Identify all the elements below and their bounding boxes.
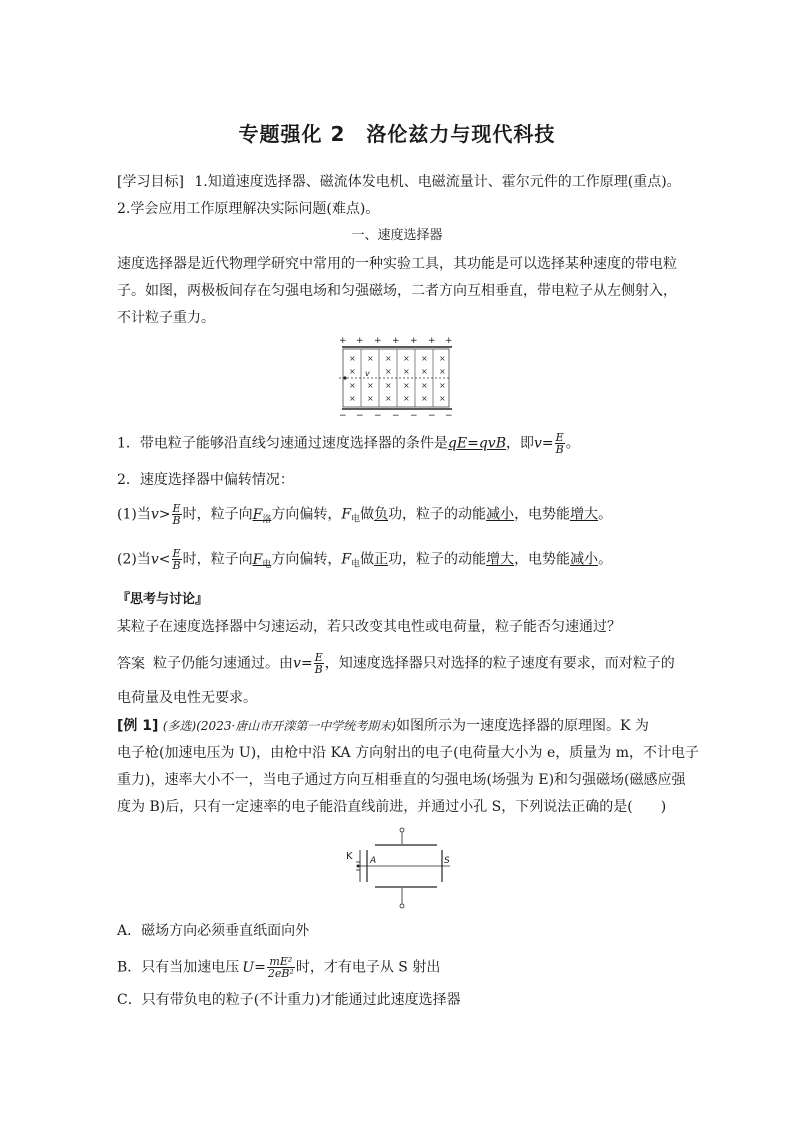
objectives-label: [学习目标]: [117, 174, 184, 190]
deflect-direction: $F_洛$: [252, 506, 272, 525]
example-source: (多选)(2023·唐山市开滦第一中学统考期末): [162, 719, 396, 733]
svg-text:−: −: [356, 411, 364, 418]
magnetic-field-crosses: [349, 354, 446, 403]
velocity-selector-figure: [337, 336, 457, 418]
intro-line-2: 子。如图，两极板间存在匀强电场和匀强磁场，二者方向互相垂直，带电粒子从左侧射入，: [117, 283, 677, 299]
velocity-label: v: [365, 369, 370, 378]
svg-text:×: ×: [403, 381, 410, 390]
fraction-e-over-b: $\frac{E}{B}$: [555, 431, 564, 456]
svg-text:×: ×: [421, 394, 428, 403]
intro-line-3: 不计粒子重力。: [117, 310, 215, 326]
svg-text:×: ×: [439, 367, 446, 376]
svg-text:×: ×: [403, 354, 410, 363]
condition-formula: qE=qvB: [447, 435, 506, 452]
svg-text:×: ×: [439, 394, 446, 403]
discussion-heading: 『思考与讨论』: [117, 592, 209, 607]
point-2: 2．速度选择器中偏转情况：: [117, 472, 294, 488]
svg-text:−: −: [374, 411, 382, 418]
svg-text:×: ×: [421, 367, 428, 376]
gun-dot: [357, 865, 360, 868]
point-1: 1．带电粒子能够沿直线匀速通过速度选择器的条件是qE=qvB，即v= $\frac{E}{B}$ 。: [117, 431, 580, 456]
svg-text:−: −: [410, 411, 418, 418]
electron-gun-figure: [342, 826, 454, 912]
svg-text:×: ×: [349, 394, 356, 403]
top-plate-charges: [339, 336, 453, 346]
svg-text:−: −: [445, 411, 453, 418]
svg-text:×: ×: [367, 394, 374, 403]
particle-dot: [343, 376, 346, 379]
option-a: A．磁场方向必须垂直纸面向外: [117, 923, 310, 939]
bottom-terminal: [400, 904, 404, 908]
example-1-line-1: [例 1] (多选)(2023·唐山市开滦第一中学统考期末)如图所示为一速度选择器的原理图。K 为: [117, 718, 649, 734]
svg-text:×: ×: [385, 381, 392, 390]
svg-text:×: ×: [349, 381, 356, 390]
svg-text:×: ×: [367, 354, 374, 363]
option-c: C．只有带负电的粒子(不计重力)才能通过此速度选择器: [117, 992, 461, 1008]
deflect-direction: $F_电$: [252, 551, 272, 570]
svg-text:−: −: [428, 411, 436, 418]
fraction-voltage: $\frac{\text{mE²}}{\text{2eB²}}$: [267, 955, 294, 980]
objectives-line-2: 2.学会应用工作原理解决实际问题(难点)。: [117, 201, 380, 217]
svg-text:×: ×: [385, 394, 392, 403]
fraction-e-over-b: $\frac{E}{B}$: [314, 651, 323, 676]
plus-sign: +: [374, 336, 382, 346]
plus-sign: +: [339, 336, 347, 346]
label-s: S: [444, 856, 450, 866]
option-b: B．只有当加速电压 U= $\frac{\text{mE²}}{\text{2eB²}}$ 时，才有电子从 S 射出: [117, 955, 441, 980]
fraction-e-over-b: $\frac{E}{B}$: [172, 547, 181, 572]
svg-text:×: ×: [439, 381, 446, 390]
page-title: 专题强化 2 洛伦兹力与现代科技: [238, 122, 556, 146]
example-1-line-3: 重力)，速率大小不一，当电子通过方向互相垂直的匀强电场(场强为 E)和匀强磁场(磁感应强: [117, 772, 686, 788]
example-1-line-4: 度为 B)后，只有一定速率的电子能沿直线前进，并通过小孔 S，下列说法正确的是( ): [117, 799, 667, 815]
svg-text:×: ×: [439, 354, 446, 363]
objectives-line-1: [117, 172, 681, 192]
svg-text:×: ×: [385, 354, 392, 363]
section-heading: 一、速度选择器: [351, 228, 443, 243]
svg-text:×: ×: [349, 367, 356, 376]
svg-text:×: ×: [421, 381, 428, 390]
svg-text:−: −: [339, 411, 347, 418]
case-1: (1)当v> $\frac{E}{B}$ 时，粒子向$F_洛$方向偏转，$F_电$做负功，粒子的动能减小，电势能增大。: [117, 502, 613, 527]
plus-sign: +: [428, 336, 436, 346]
objectives-text-1: 1.知道速度选择器、磁流体发电机、电磁流量计、霍尔元件的工作原理(重点)。: [194, 174, 681, 190]
svg-text:×: ×: [403, 394, 410, 403]
plus-sign: +: [356, 336, 364, 346]
svg-text:×: ×: [403, 367, 410, 376]
plus-sign: +: [445, 336, 453, 346]
plus-sign: +: [392, 336, 400, 346]
label-k: K: [346, 851, 353, 862]
svg-text:×: ×: [385, 367, 392, 376]
label-a: A: [370, 856, 377, 866]
plus-sign: +: [410, 336, 418, 346]
svg-text:×: ×: [349, 354, 356, 363]
intro-line-1: 速度选择器是近代物理学研究中常用的一种实验工具，其功能是可以选择某种速度的带电粒: [117, 256, 677, 272]
fraction-e-over-b: $\frac{E}{B}$: [172, 502, 181, 527]
discussion-question: 某粒子在速度选择器中匀速运动，若只改变其电性或电荷量，粒子能否匀速通过？: [117, 619, 621, 635]
svg-text:−: −: [392, 411, 400, 418]
svg-text:×: ×: [367, 381, 374, 390]
bottom-plate-charges: [339, 411, 453, 418]
svg-text:×: ×: [421, 354, 428, 363]
example-label: [例 1]: [117, 718, 159, 734]
discussion-answer: 答案 粒子仍能匀速通过。由v= $\frac{E}{B}$ ，知速度选择器只对选择的粒子速度有要求，而对粒子的: [117, 651, 675, 676]
top-terminal: [400, 828, 404, 832]
example-1-line-2: 电子枪(加速电压为 U)，由枪中沿 KA 方向射出的电子(电荷量大小为 e，质量为 m，不计电子: [117, 745, 699, 761]
discussion-answer-2: 电荷量及电性无要求。: [117, 690, 257, 706]
answer-label: 答案: [117, 655, 145, 672]
case-2: (2)当v< $\frac{E}{B}$ 时，粒子向$F_电$方向偏转，$F_电$做正功，粒子的动能增大，电势能减小。: [117, 547, 613, 572]
